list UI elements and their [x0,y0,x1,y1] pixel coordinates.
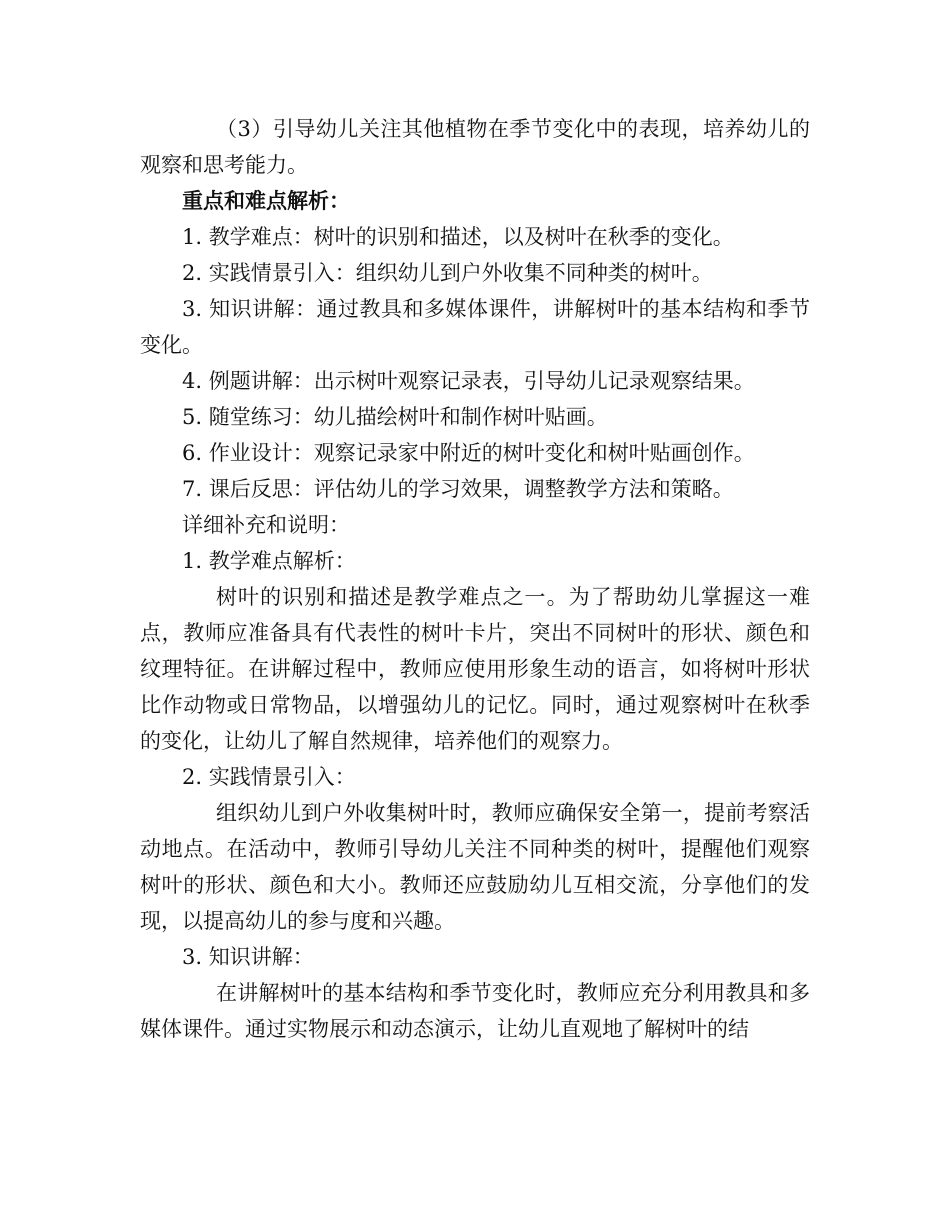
objective-paragraph-3: （3）引导幼儿关注其他植物在季节变化中的表现，培养幼儿的观察和思考能力。 [140,117,810,177]
body-paragraph: 树叶的识别和描述是教学难点之一。为了帮助幼儿掌握这一难点，教师应准备具有代表性的树叶卡片，突出不同树叶的形状、颜色和纹理特征。在讲解过程中，教师应使用形象生动的语言，如将树叶形状比作动物或日常物品，以增强幼儿的记忆。同时，通过观察树叶在秋季的变化，让幼儿了解自然规律，培养他们的观察力。 [140,585,810,753]
section-heading: 2. 实践情景引入： [182,765,356,789]
section-heading: 1. 教学难点解析： [182,549,356,573]
key-points-heading: 重点和难点解析： [182,188,350,213]
key-point-item: 2. 实践情景引入：组织幼儿到户外收集不同种类的树叶。 [182,261,713,285]
key-point-item: 7. 课后反思：评估幼儿的学习效果，调整教学方法和策略。 [182,477,734,501]
key-point-item: 1. 教学难点：树叶的识别和描述，以及树叶在秋季的变化。 [182,225,734,249]
supplement-heading: 详细补充和说明： [182,513,350,537]
key-point-item: 4. 例题讲解：出示树叶观察记录表，引导幼儿记录观察结果。 [182,369,755,393]
body-paragraph: 在讲解树叶的基本结构和季节变化时，教师应充分利用教具和多媒体课件。通过实物展示和动态演示，让幼儿直观地了解树叶的结 [140,981,810,1041]
document-body [140,111,810,1047]
key-point-item: 6. 作业设计：观察记录家中附近的树叶变化和树叶贴画创作。 [182,441,755,465]
key-point-item: 5. 随堂练习：幼儿描绘树叶和制作树叶贴画。 [182,405,608,429]
body-paragraph: 组织幼儿到户外收集树叶时，教师应确保安全第一，提前考察活动地点。在活动中，教师引导幼儿关注不同种类的树叶，提醒他们观察树叶的形状、颜色和大小。教师还应鼓励幼儿互相交流，分享他们的发现，以提高幼儿的参与度和兴趣。 [140,801,810,933]
section-heading: 3. 知识讲解： [182,945,314,969]
key-point-item: 3. 知识讲解：通过教具和多媒体课件，讲解树叶的基本结构和季节变化。 [140,297,810,357]
